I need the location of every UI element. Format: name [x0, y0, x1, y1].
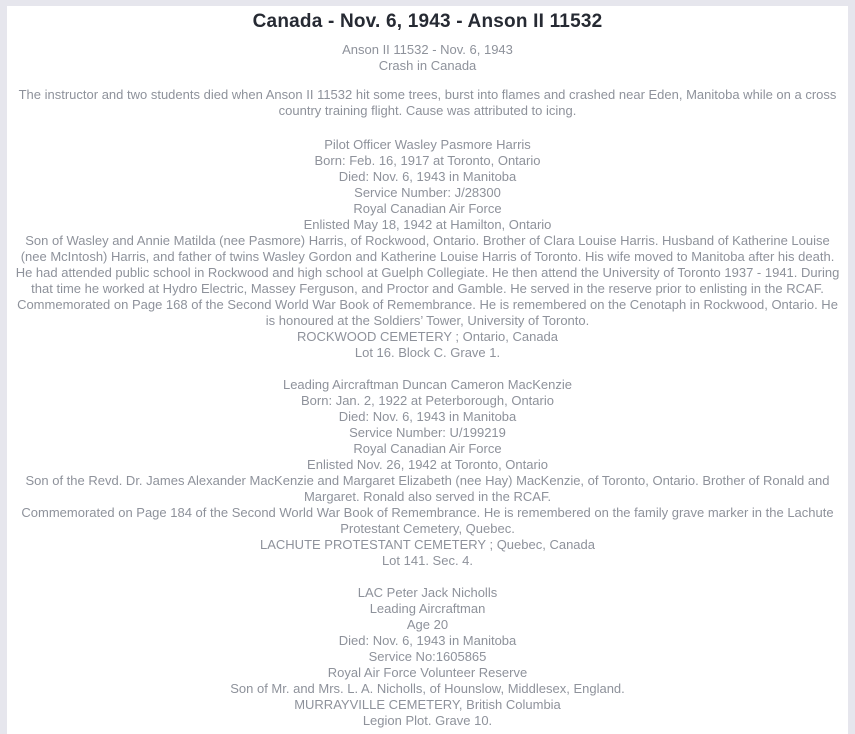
- memorial-line: Service Number: U/199219: [349, 425, 506, 440]
- memorial-line: Son of the Revd. Dr. James Alexander MacKenzie and Margaret Elizabeth (nee Hay) MacKenzie, of Toronto, Ontario. Brother of Ronald and Margaret. Ronald also served in the RCAF.: [25, 473, 830, 504]
- memorial-section: [12, 585, 843, 729]
- memorial-line: Royal Air Force Volunteer Reserve: [327, 665, 528, 680]
- memorial-section: [12, 377, 843, 569]
- memorial-section: [12, 137, 843, 361]
- page-title: Canada - Nov. 6, 1943 - Anson II 11532: [252, 11, 603, 32]
- crash-summary: The instructor and two students died when Anson II 11532 hit some trees, burst into flames and crashed near Eden, Manitoba while on a cross country training flight. Cause was attributed to icing.: [18, 87, 837, 118]
- memorial-line: Son of Mr. and Mrs. L. A. Nicholls, of Hounslow, Middlesex, England.: [230, 681, 625, 696]
- memorial-line: Service No:1605865: [368, 649, 487, 664]
- subtitle-line: Crash in Canada: [378, 58, 477, 73]
- memorial-line: Royal Canadian Air Force: [353, 201, 502, 216]
- memorial-line: Enlisted Nov. 26, 1942 at Toronto, Ontario: [307, 457, 548, 472]
- memorial-line: LAC Peter Jack Nicholls: [357, 585, 498, 600]
- memorial-line: Died: Nov. 6, 1943 in Manitoba: [338, 169, 517, 184]
- memorial-line: Leading Aircraftman Duncan Cameron MacKenzie: [282, 377, 573, 392]
- memorial-line: Son of Wasley and Annie Matilda (nee Pasmore) Harris, of Rockwood, Ontario. Brother of Clara Louise Harris. Husband of Katherine Louise (nee McIntosh) Harris, and father of twins Wasley Gordon and Katherine Louise Harris of Toronto. His wife moved to Manitoba after his death.: [20, 233, 835, 264]
- memorial-line: LACHUTE PROTESTANT CEMETERY ; Quebec, Canada: [260, 537, 595, 552]
- memorial-line: He had attended public school in Rockwood and high school at Guelph Collegiate. He then attend the University of Toronto 1937 - 1941. During that time he worked at Hydro Electric, Massey Ferguson, and Proctor and Gamble. He served in the reserve prior to enlisting in the RCAF.: [15, 265, 840, 296]
- memorial-line: MURRAYVILLE CEMETERY, British Columbia: [294, 697, 561, 712]
- memorial-line: Died: Nov. 6, 1943 in Manitoba: [338, 633, 517, 648]
- memorial-line: Royal Canadian Air Force: [353, 441, 502, 456]
- memorial-line: Lot 141. Sec. 4.: [381, 553, 474, 568]
- subtitle: [12, 42, 843, 74]
- subtitle-line: Anson II 11532 - Nov. 6, 1943: [342, 42, 513, 57]
- memorial-line: Age 20: [406, 617, 449, 632]
- memorial-sections: [12, 137, 843, 729]
- memorial-line: Service Number: J/28300: [354, 185, 501, 200]
- memorial-line: Born: Jan. 2, 1922 at Peterborough, Ontario: [301, 393, 554, 408]
- memorial-line: Born: Feb. 16, 1917 at Toronto, Ontario: [314, 153, 541, 168]
- memorial-line: Enlisted May 18, 1942 at Hamilton, Ontario: [303, 217, 552, 232]
- memorial-line: Lot 16. Block C. Grave 1.: [354, 345, 501, 360]
- memorial-line: ROCKWOOD CEMETERY ; Ontario, Canada: [296, 329, 559, 344]
- memorial-line: Died: Nov. 6, 1943 in Manitoba: [338, 409, 517, 424]
- memorial-line: Legion Plot. Grave 10.: [362, 713, 493, 728]
- memorial-line: Pilot Officer Wasley Pasmore Harris: [324, 137, 531, 152]
- memorial-line: Commemorated on Page 184 of the Second World War Book of Remembrance. He is remembered on the family grave marker in the Lachute Protestant Cemetery, Quebec.: [21, 505, 834, 536]
- content-card: [7, 6, 848, 734]
- memorial-line: Leading Aircraftman: [369, 601, 486, 616]
- memorial-line: Commemorated on Page 168 of the Second World War Book of Remembrance. He is remembered on the Cenotaph in Rockwood, Ontario. He is honoured at the Soldiers’ Tower, University of Toronto.: [17, 297, 838, 328]
